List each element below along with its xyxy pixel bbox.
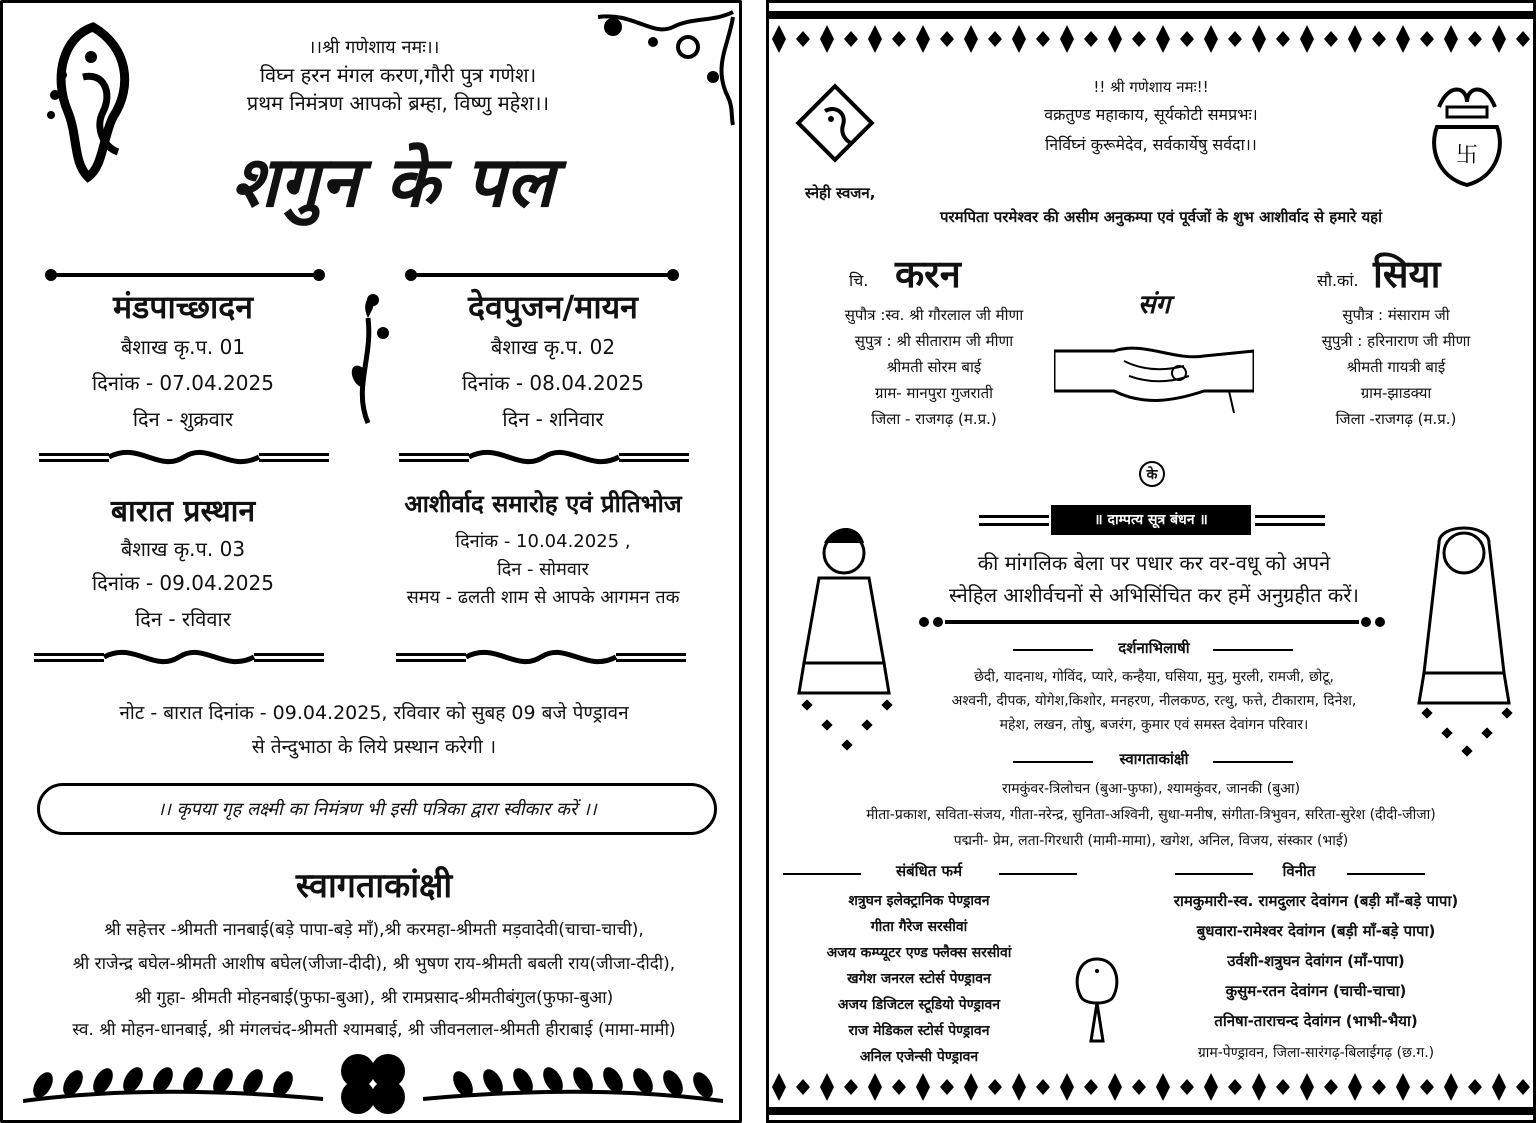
top-pattern-border <box>769 3 1533 63</box>
swagat-line: पद्मनी- प्रेम, लता-गिरधारी (मामी-मामा), खगेश, अनिल, विजय, संस्कार (भाई) <box>953 833 1349 849</box>
event-date-mandap: दिनांक - 07.04.2025 <box>92 371 274 395</box>
right-shloka-line2: निर्विघ्नं कुरूमेदेव, सर्वकार्येषु सर्वदा।। <box>1045 135 1257 154</box>
firm-item: अनिल एजेन्सी पेण्ड्रावन <box>859 1049 979 1065</box>
intro-text: परमपिता परमेश्वर की असीम अनुकम्पा एवं पूर्वजों के शुभ आशीर्वाद से हमारे यहां <box>940 208 1382 226</box>
event-title-devpujan: देवपुजन/मायन <box>468 288 638 326</box>
wave-divider <box>391 643 691 671</box>
vinit-item: उर्वशी-शत्रुघन देवांगन (माँ-पापा) <box>1227 952 1405 970</box>
invite-line2: स्नेहिल आशीर्वचनों से अभिसिंचित कर हमें अनुग्रहीत करें। <box>948 583 1360 607</box>
left-shloka-title: ।।श्री गणेशाय नमः।। <box>308 37 440 58</box>
invite-line1: की मांगलिक बेला पर पधार कर वर-वधू को अपने <box>977 551 1331 575</box>
groom-figure-icon <box>789 523 899 763</box>
left-welcomer-line: स्व. श्री मोहन-धानबाई, श्री मंगलचंद-श्रीमती श्यामबाई, श्री जीवनलाल-श्रीमती हीराबाई (मामा-मामी) <box>72 1020 676 1040</box>
right-shloka-title: !! श्री गणेशाय नमः!! <box>1093 78 1209 96</box>
groom-prefix: चि. <box>849 271 869 290</box>
groom-detail: ग्राम- मानपुरा गुजराती <box>874 384 993 402</box>
joined-hands-icon <box>1054 321 1254 417</box>
firm-item: अजय डिजिटल स्टूडियो पेण्ड्रावन <box>837 997 1001 1013</box>
event-time-ashirvad: समय - ढलती शाम से आपके आगमन तक <box>406 587 680 608</box>
right-card <box>766 0 1536 1123</box>
groom-name: करन <box>895 251 961 296</box>
left-card <box>0 0 742 1123</box>
sang-text: संग <box>1137 290 1171 320</box>
event-day-devpujan: दिन - शनिवार <box>502 407 604 431</box>
event-day-ashirvad: दिन - सोमवार <box>497 559 589 580</box>
greeting: स्नेही स्वजन, <box>805 184 876 202</box>
groom-detail: सुपुत्र : श्री सीताराम जी मीणा <box>854 332 1014 350</box>
note-line2: से तेन्दुभाठा के लिये प्रस्थान करेगी । <box>251 736 497 758</box>
event-tithi-barat: बैशाख कृ.प. 03 <box>120 537 246 561</box>
vinit-item: बुधवारा-रामेश्वर देवांगन (बड़ी माँ-बड़े पापा) <box>1196 922 1436 940</box>
swagat-line: मीता-प्रकाश, सविता-संजय, गीता-नरेन्द्र, सुनिता-अश्विनी, सुधा-मनीष, संगीता-त्रिभुवन, सरिता-सुरेश (दीदी-जीजा) <box>866 807 1436 823</box>
darshan-line: छेदी, यादनाथ, गोविंद, प्यारे, कन्हैया, घसिया, मुनु, मुरली, रामजी, छोटू, <box>974 669 1334 685</box>
left-welcomer-line: श्री गुहा- श्रीमती मोहनबाई(फुफा-बुआ), श्री रामप्रसाद-श्रीमतीबंगुल(फुफा-बुआ) <box>134 988 614 1008</box>
note-line1: नोट - बारात दिनांक - 09.04.2025, रविवार को सुबह 09 बजे पेण्ड्रावन <box>119 702 629 724</box>
wave-divider <box>399 443 689 471</box>
swagat-title: स्वागताकांक्षी <box>1119 750 1189 768</box>
vinit-item: तनिषा-ताराचन्द देवांगन (भाभी-भैया) <box>1214 1012 1418 1030</box>
svg-text:卐: 卐 <box>1455 143 1479 168</box>
address: ग्राम-पेण्ड्रावन, जिला-सारंगढ़-बिलाईगढ़ (छ.ग.) <box>1197 1045 1435 1061</box>
vinit-title: विनीत <box>1282 862 1316 880</box>
groom-detail: सुपौत्र :स्व. श्री गौरलाल जी मीणा <box>844 306 1024 324</box>
right-shloka-line1: वक्रतुण्ड महाकाय, सूर्यकोटी समप्रभः। <box>1044 105 1258 124</box>
bottom-pattern-border <box>769 1067 1533 1123</box>
left-welcomers-title: स्वागताकांक्षी <box>295 866 453 906</box>
firm-item: अजय कम्प्यूटर एण्ड फ्लैक्स सरसीवां <box>826 945 1012 961</box>
event-day-mandap: दिन - शुक्रवार <box>132 407 234 431</box>
vinit-item: रामकुमारी-स्व. रामदुलार देवांगन (बड़ी माँ-बड़े पापा) <box>1173 892 1459 910</box>
left-shloka-line2: प्रथम निमंत्रण आपको ब्रम्हा, विष्णु महेश।। <box>246 91 550 115</box>
darshan-line: अश्वनी, दीपक, योगेश,किशोर, मनहरण, नीलकण्ठ, रत्थु, फत्ते, टीकाराम, दिनेश, <box>951 693 1357 709</box>
firms-title: संबंधित फर्म <box>895 862 963 880</box>
bride-detail: सुपुत्री : हरिनाराण जी मीणा <box>1321 332 1471 350</box>
bride-detail: सुपौत्र : मंसाराम जी <box>1342 306 1450 324</box>
bride-figure-icon <box>1409 523 1519 763</box>
event-title-ashirvad: आशीर्वाद समारोह एवं प्रीतिभोज <box>404 489 682 518</box>
left-shloka-line1: विघ्न हरन मंगल करण,गौरी पुत्र गणेश। <box>259 63 537 87</box>
event-day-barat: दिन - रविवार <box>135 607 231 631</box>
left-welcomer-line: श्री राजेन्द्र बघेल-श्रीमती आशीष बघेल(जीजा-दीदी), श्री भुषण राय-श्रीमती बबली राय(जीजा-दीदी), <box>72 954 676 974</box>
event-tithi-mandap: बैशाख कृ.प. 01 <box>120 335 246 359</box>
left-welcomer-line: श्री सहेत्तर -श्रीमती नानबाई(बड़े पापा-बड़े माँ),श्री करमहा-श्रीमती मड़वादेवी(चाचा-चाची), <box>104 920 644 940</box>
request-text: ।। कृपया गृह लक्ष्मी का निमंत्रण भी इसी पत्रिका द्वारा स्वीकार करें ।। <box>157 799 597 820</box>
firm-item: शत्रुघन इलेक्ट्रानिक पेण्ड्रावन <box>848 893 990 909</box>
wave-divider <box>39 443 329 471</box>
firm-item: गीता गैरेज सरसीवां <box>870 919 968 935</box>
event-date-ashirvad: दिनांक - 10.04.2025 , <box>455 531 631 552</box>
bride-name: सिया <box>1373 251 1441 296</box>
firm-item: खगेश जनरल स्टोर्स पेण्ड्रावन <box>847 971 991 987</box>
ke-text: के <box>1146 467 1158 483</box>
tag-banner: ॥ दाम्पत्य सूत्र बंधन ॥ <box>1051 505 1251 535</box>
main-title: शगुन के पल <box>231 140 555 223</box>
groom-detail: श्रीमती सोरम बाई <box>886 358 982 376</box>
wave-divider <box>29 643 329 671</box>
firm-item: राज मेडिकल स्टोर्स पेण्ड्रावन <box>848 1023 990 1039</box>
darshan-title: दर्शनाभिलाषी <box>1118 639 1190 657</box>
groom-detail: जिला - राजगढ़ (म.प्र.) <box>871 410 997 428</box>
bride-detail: श्रीमती गायत्री बाई <box>1346 358 1446 376</box>
bride-prefix: सौ.कां. <box>1317 271 1359 290</box>
swagat-line: रामकुंवर-त्रिलोचन (बुआ-फुफा), श्यामकुंवर, जानकी (बुआ) <box>1001 781 1301 797</box>
flower-icon <box>343 288 393 428</box>
leaf-border-icon <box>23 1049 723 1119</box>
event-date-devpujan: दिनांक - 08.04.2025 <box>462 371 644 395</box>
vinit-item: कुसुम-रतन देवांगन (चाची-चाचा) <box>1225 982 1407 1000</box>
event-title-barat: बारात प्रस्थान <box>110 494 256 529</box>
bride-detail: जिला -राजगढ़ (म.प्र.) <box>1335 410 1457 428</box>
event-date-barat: दिनांक - 09.04.2025 <box>92 571 274 595</box>
bride-detail: ग्राम-झाडक्या <box>1360 384 1432 402</box>
darshan-line: महेश, लखन, तोषु, बजरंग, कुमार एवं समस्त देवांगन परिवार। <box>999 717 1309 733</box>
event-title-mandap: मंडपाच्छादन <box>113 288 253 326</box>
event-tithi-devpujan: बैशाख कृ.प. 02 <box>490 335 616 359</box>
